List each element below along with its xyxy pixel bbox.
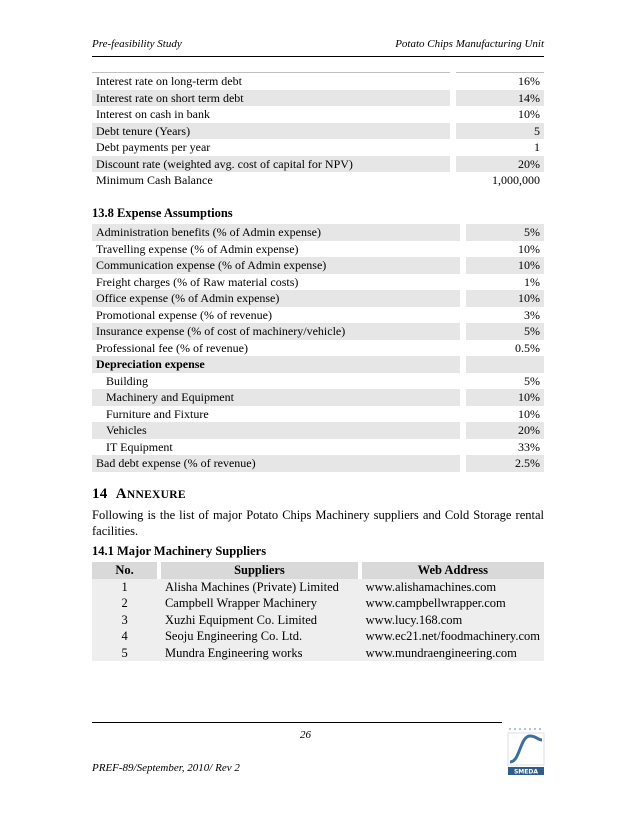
row-value: 5% xyxy=(466,224,544,241)
row-label: Interest on cash in bank xyxy=(92,106,450,123)
supplier-no: 5 xyxy=(92,645,157,662)
supplier-web: www.mundraengineering.com xyxy=(362,645,544,662)
row-value: 3% xyxy=(466,307,544,324)
table-row xyxy=(92,72,544,90)
row-label: Interest rate on long-term debt xyxy=(92,72,450,90)
row-label: Promotional expense (% of revenue) xyxy=(92,307,460,324)
expense-section-title: 13.8 Expense Assumptions xyxy=(92,206,233,220)
annexure-number: 14 xyxy=(92,486,108,502)
supplier-web: www.ec21.net/foodmachinery.com xyxy=(362,628,544,645)
table-row xyxy=(92,224,544,241)
annexure-intro: Following is the list of major Potato Chips Machinery suppliers and Cold Storage rental facilities. xyxy=(92,508,544,538)
supplier-no: 1 xyxy=(92,579,157,596)
suppliers-section-title: 14.1 Major Machinery Suppliers xyxy=(92,544,267,558)
table-row xyxy=(92,595,544,612)
row-value: 0.5% xyxy=(466,340,544,357)
supplier-web: www.alishamachines.com xyxy=(362,579,544,596)
smeda-logo-icon xyxy=(506,726,546,776)
row-value: 1,000,000 xyxy=(456,172,544,189)
header-right: Potato Chips Manufacturing Unit xyxy=(395,38,544,50)
suppliers-table xyxy=(92,562,544,661)
row-value: 10% xyxy=(466,257,544,274)
supplier-name: Mundra Engineering works xyxy=(161,645,358,662)
row-label: Vehicles xyxy=(92,422,460,439)
table-row xyxy=(92,241,544,258)
row-value: 14% xyxy=(456,90,544,107)
supplier-no: 3 xyxy=(92,612,157,629)
row-label: IT Equipment xyxy=(92,439,460,456)
row-value: 5 xyxy=(456,123,544,140)
row-value: 16% xyxy=(456,72,544,90)
supplier-name: Campbell Wrapper Machinery xyxy=(161,595,358,612)
table-header-row xyxy=(92,562,544,579)
row-value: 2.5% xyxy=(466,455,544,472)
row-value: 33% xyxy=(466,439,544,456)
table-row xyxy=(92,139,544,156)
table-row xyxy=(92,356,544,373)
row-label: Freight charges (% of Raw material costs) xyxy=(92,274,460,291)
row-label: Debt payments per year xyxy=(92,139,450,156)
table-row xyxy=(92,290,544,307)
row-value: 1% xyxy=(466,274,544,291)
document-reference: PREF-89/September, 2010/ Rev 2 xyxy=(92,762,240,774)
header-left: Pre-feasibility Study xyxy=(92,38,182,50)
row-label: Administration benefits (% of Admin expense) xyxy=(92,224,460,241)
table-row xyxy=(92,455,544,472)
column-header: No. xyxy=(92,562,157,579)
table-row xyxy=(92,340,544,357)
row-value: 10% xyxy=(466,389,544,406)
table-row xyxy=(92,90,544,107)
row-value: 10% xyxy=(466,290,544,307)
supplier-no: 4 xyxy=(92,628,157,645)
supplier-name: Seoju Engineering Co. Ltd. xyxy=(161,628,358,645)
row-label: Debt tenure (Years) xyxy=(92,123,450,140)
annexure-heading xyxy=(92,486,186,503)
table-row xyxy=(92,422,544,439)
row-label: Furniture and Fixture xyxy=(92,406,460,423)
row-label: Discount rate (weighted avg. cost of capital for NPV) xyxy=(92,156,450,173)
table-row xyxy=(92,257,544,274)
row-label: Minimum Cash Balance xyxy=(92,172,450,189)
annexure-title-rest: NNEXURE xyxy=(126,489,186,501)
supplier-name: Alisha Machines (Private) Limited xyxy=(161,579,358,596)
table-row xyxy=(92,389,544,406)
table-row xyxy=(92,156,544,173)
table-row xyxy=(92,323,544,340)
footer-divider xyxy=(92,722,502,723)
supplier-no: 2 xyxy=(92,595,157,612)
row-value: 10% xyxy=(456,106,544,123)
table-row xyxy=(92,307,544,324)
table-row xyxy=(92,612,544,629)
annexure-title-first: A xyxy=(115,486,127,502)
row-label: Interest rate on short term debt xyxy=(92,90,450,107)
row-value: 10% xyxy=(466,241,544,258)
financing-table-block xyxy=(92,72,544,189)
table-row xyxy=(92,274,544,291)
supplier-web: www.lucy.168.com xyxy=(362,612,544,629)
page-number: 26 xyxy=(300,729,311,741)
table-row xyxy=(92,406,544,423)
row-label: Office expense (% of Admin expense) xyxy=(92,290,460,307)
row-label: Machinery and Equipment xyxy=(92,389,460,406)
supplier-web: www.campbellwrapper.com xyxy=(362,595,544,612)
row-label: Depreciation expense xyxy=(92,356,460,373)
row-label: Building xyxy=(92,373,460,390)
column-header: Web Address xyxy=(362,562,544,579)
row-value: 1 xyxy=(456,139,544,156)
table-row xyxy=(92,172,544,189)
expense-table-block xyxy=(92,224,544,472)
row-label: Professional fee (% of revenue) xyxy=(92,340,460,357)
table-row xyxy=(92,439,544,456)
logo-text: SMEDA xyxy=(513,768,539,776)
table-row xyxy=(92,106,544,123)
table-row xyxy=(92,123,544,140)
row-value: 5% xyxy=(466,373,544,390)
supplier-name: Xuzhi Equipment Co. Limited xyxy=(161,612,358,629)
row-label: Travelling expense (% of Admin expense) xyxy=(92,241,460,258)
row-label: Communication expense (% of Admin expense) xyxy=(92,257,460,274)
row-label: Insurance expense (% of cost of machinery/vehicle) xyxy=(92,323,460,340)
table-row xyxy=(92,628,544,645)
table-row xyxy=(92,373,544,390)
row-value: 20% xyxy=(456,156,544,173)
financing-table xyxy=(92,72,544,189)
expense-table xyxy=(92,224,544,472)
row-label: Bad debt expense (% of revenue) xyxy=(92,455,460,472)
row-value: 20% xyxy=(466,422,544,439)
row-value: 10% xyxy=(466,406,544,423)
page-header xyxy=(92,38,544,57)
table-row xyxy=(92,579,544,596)
row-value: 5% xyxy=(466,323,544,340)
row-value xyxy=(466,356,544,373)
column-header: Suppliers xyxy=(161,562,358,579)
table-row xyxy=(92,645,544,662)
